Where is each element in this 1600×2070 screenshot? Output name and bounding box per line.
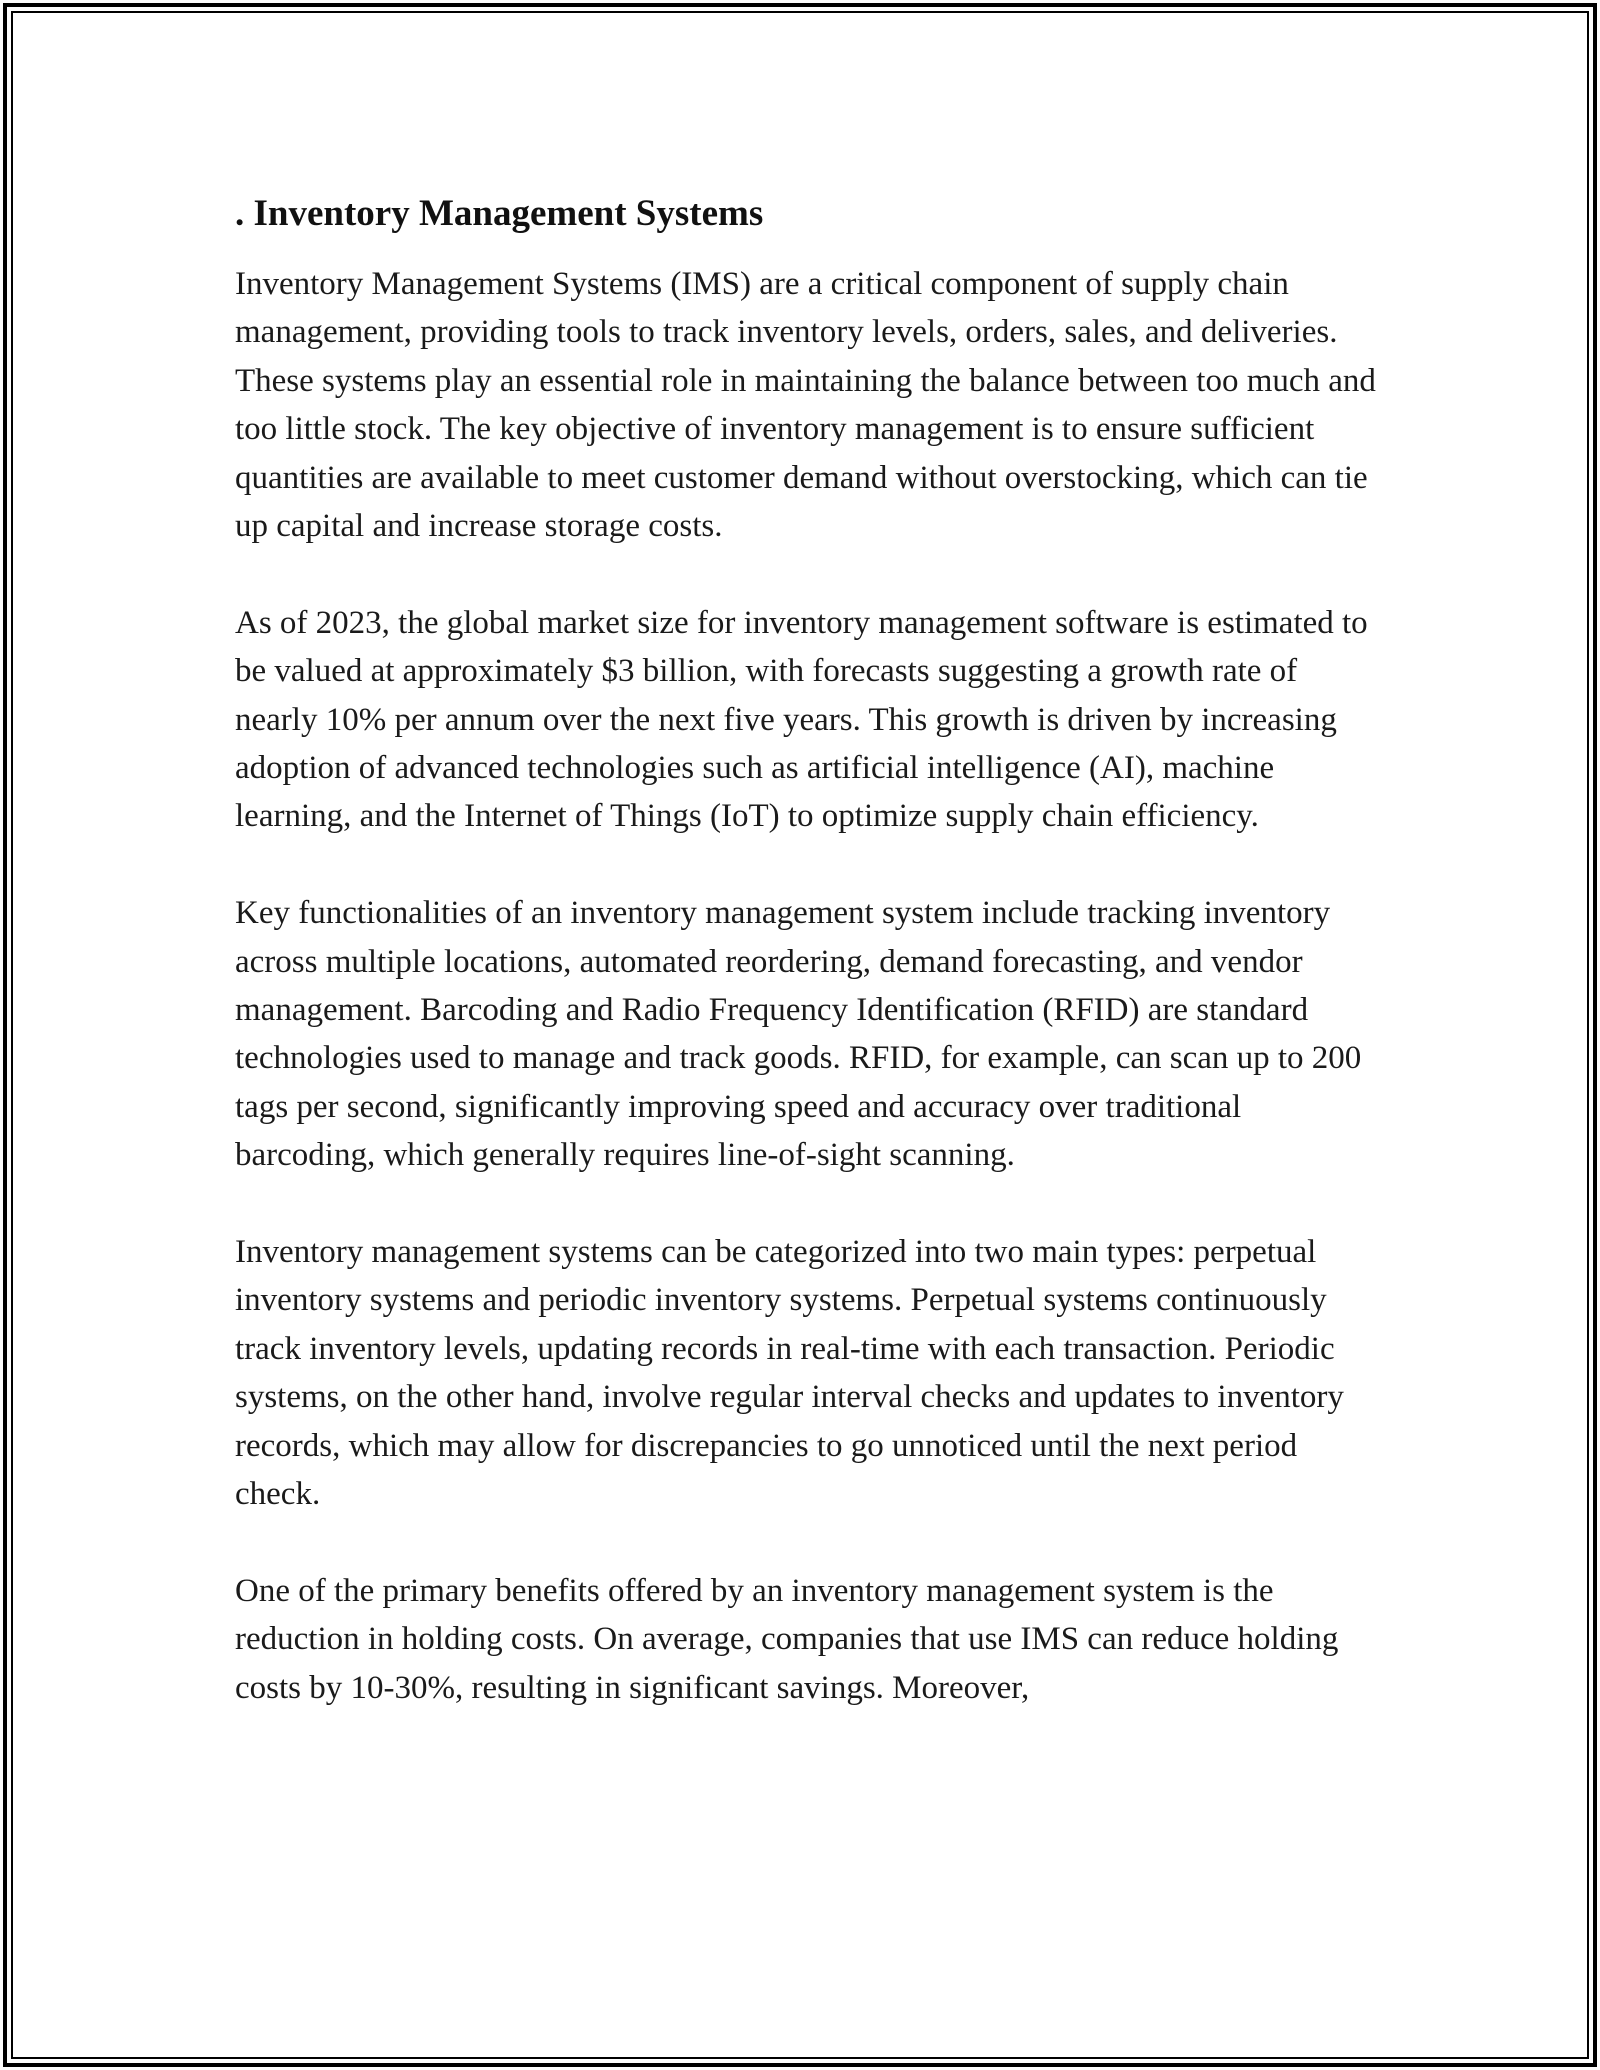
paragraph-key-functionalities: Key functionalities of an inventory management system include tracking inventory across multiple locations, automated reordering, demand forecasting, and vendor management. Barcoding and Radio Frequency Identification (RFID) are standard technologies used to manage and track goods. RFID, for example, can scan up to 200 tags per second, significantly improving speed and accuracy over traditional barcoding, which generally requires line-of-sight scanning. xyxy=(235,895,1362,1174)
section-heading: . Inventory Management Systems xyxy=(235,193,764,234)
paragraph-benefits: One of the primary benefits offered by an inventory management system is the reduction in holding costs. On average, companies that use IMS can reduce holding costs by 10-30%, resulting in significant savings. Moreover, xyxy=(235,1572,1339,1706)
paragraph-system-types: Inventory management systems can be categorized into two main types: perpetual inventory systems and periodic inventory systems. Perpetual systems continuously track inventory levels, updating records in real-time with each transaction. Periodic systems, on the other hand, involve regular interval checks and updates to inventory records, which may allow for discrepancies to go unnoticed until the next period check. xyxy=(235,1234,1344,1513)
document-body xyxy=(235,186,1385,1761)
paragraph-ims-overview: Inventory Management Systems (IMS) are a critical component of supply chain management, providing tools to track inventory levels, orders, sales, and deliveries. These systems play an essential role in maintaining the balance between too much and too little stock. The key objective of inventory management is to ensure sufficient quantities are available to meet customer demand without overstocking, which can tie up capital and increase storage costs. xyxy=(235,266,1376,545)
paragraph-market-size: As of 2023, the global market size for inventory management software is estimated to be valued at approximately $3 billion, with forecasts suggesting a growth rate of nearly 10% per annum over the next five years. This growth is driven by increasing adoption of advanced technologies such as artificial intelligence (AI), machine learning, and the Internet of Things (IoT) to optimize supply chain efficiency. xyxy=(235,604,1368,835)
